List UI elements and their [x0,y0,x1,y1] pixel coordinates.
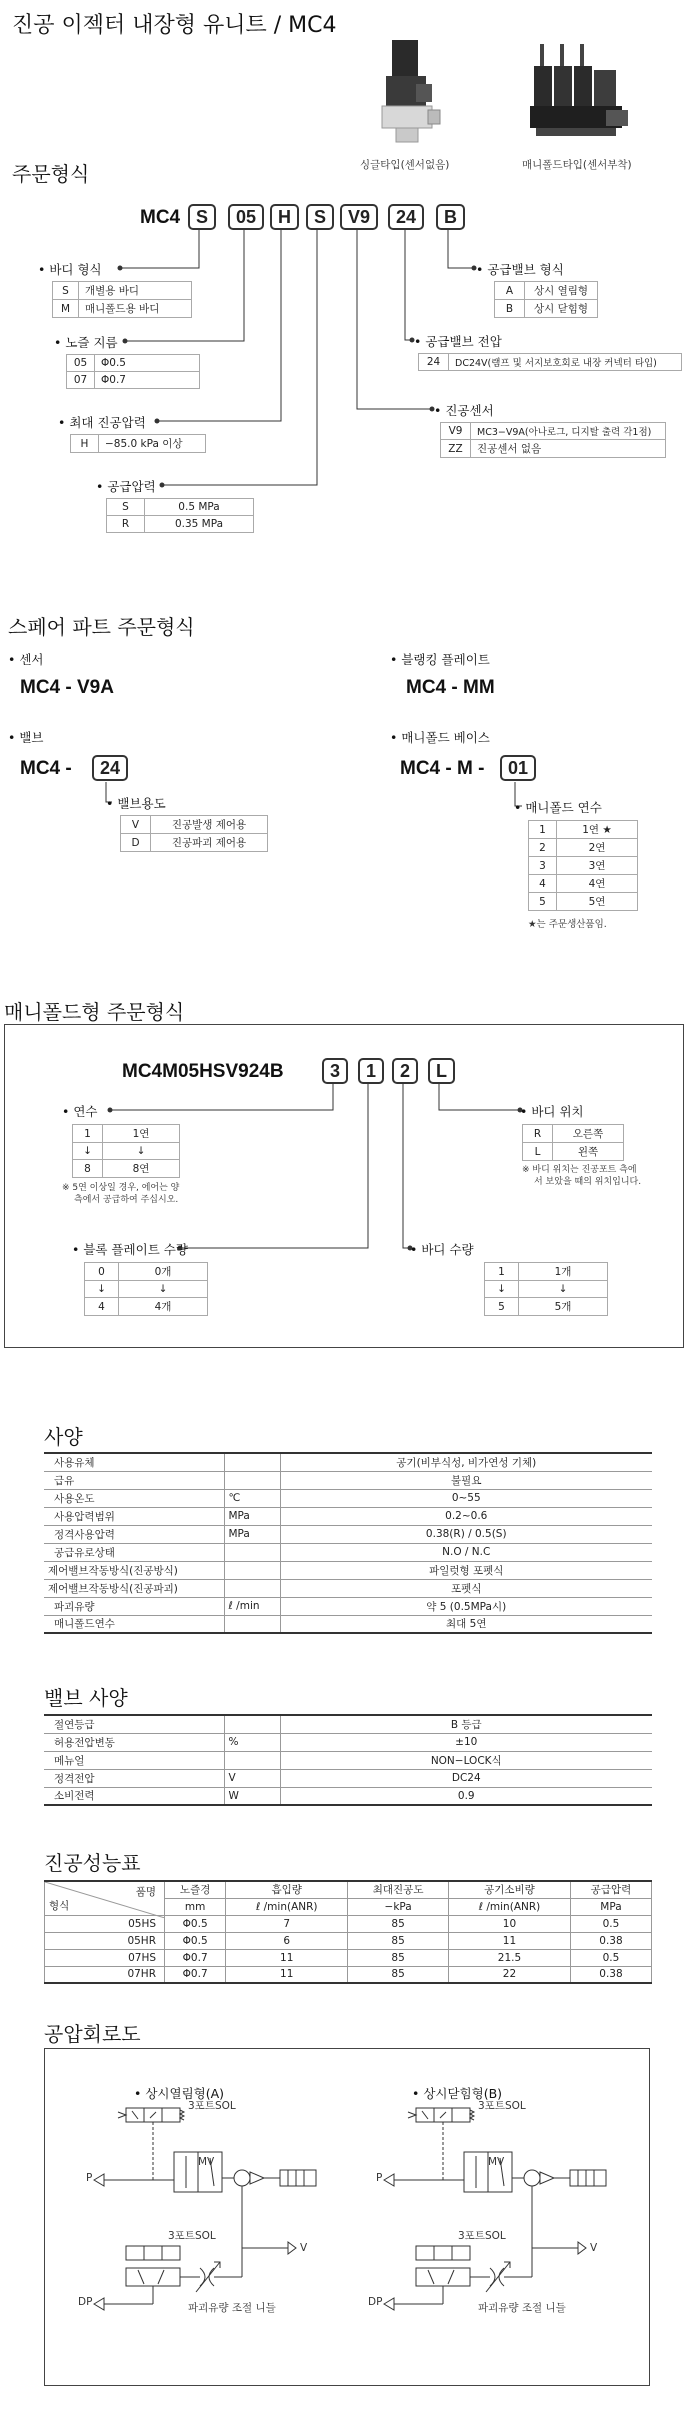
body-position-label: • 바디 위치 [520,1102,584,1120]
right-p: P [376,2172,383,2184]
spare-valve-box: 24 [92,755,128,781]
stations-note: ★는 주문생산품임. [528,919,607,930]
spare-sensor-code: MC4 - V9A [20,677,114,698]
perf-table: 품명 형식 노즐경 흡입량 최대진공도 공기소비량 공급압력 mm ℓ /min(ANR) −kPa ℓ /min(ANR) MPa 05HS Φ0.5 7 85 10 0.5 05HR Φ0.5 6 85 11 0.38 07HS Φ0.7 11 85 21.5 0.5 07HR Φ0.7 11 85 22 0.38 [44,1880,652,1984]
spec-heading: 사양 [44,1425,83,1449]
valve-spec-heading: 밸브 사양 [44,1686,128,1710]
max-vacuum-table: H −85.0 kPa 이상 [70,434,206,453]
valve-spec-row: 소비전력 W 0.9 [44,1787,652,1805]
valve-type-table: A 상시 열림형 B 상시 닫힘형 [494,281,598,318]
code-body: S [188,204,216,230]
single-type-caption: 싱글타입(센서없음) [360,159,450,171]
sensor-label: • 진공센서 [434,401,494,419]
code-supply: S [306,204,334,230]
left-sol-bottom: 3포트SOL [168,2230,216,2242]
spec-row: 급유 불필요 [44,1471,652,1489]
valve-voltage-table: 24 DC24V(램프 및 서지보호회로 내장 커넥터 타입) [418,353,682,371]
spec-row: 정격사용압력 MPa 0.38(R) / 0.5(S) [44,1525,652,1543]
left-sol-top: 3포트SOL [188,2100,236,2112]
perf-row: 07HR Φ0.7 11 85 22 0.38 [45,1966,652,1983]
blank-plate-table: 0 0개 ↓ ↓ 4 4개 [84,1262,208,1316]
circuit-right-title: • 상시닫힘형(B) [412,2084,502,2102]
spec-row: 사용유체 공기(비부식성, 비가연성 기체) [44,1453,652,1471]
manifold-code-stations: 3 [322,1058,348,1084]
perf-row: 05HS Φ0.5 7 85 10 0.5 [45,1915,652,1932]
valve-use-label: • 밸브용도 [106,794,166,812]
spec-row: 사용온도 ℃ 0~55 [44,1489,652,1507]
nozzle-label: • 노즐 지름 [54,333,118,351]
order-heading: 주문형식 [12,162,90,186]
valve-type-label: • 공급밸브 형식 [476,260,564,278]
body-type-table: S 개별용 바디 M 매니폴드용 바디 [52,281,192,318]
manifold-stations-label: • 연수 [62,1102,98,1120]
sensor-table: V9 MC3−V9A(아나로그, 디지탈 출력 각1점) ZZ 진공센서 없음 [440,422,666,458]
manifold-order-prefix: MC4M05HSV924B [122,1061,284,1082]
right-needle: 파괴유량 조절 니들 [478,2302,566,2314]
left-needle: 파괴유량 조절 니들 [188,2302,276,2314]
manifold-stations-note-2: 측에서 공급하여 주십시오. [74,1195,179,1205]
page-title: 진공 이젝터 내장형 유니트 / MC4 [12,13,337,38]
supply-pressure-table: S 0.5 MPa R 0.35 MPa [106,498,254,533]
spare-sensor-label: • 센서 [8,650,44,668]
perf-row: 07HS Φ0.7 11 85 21.5 0.5 [45,1949,652,1966]
code-vacuum: H [270,204,299,230]
code-voltage: 24 [388,204,424,230]
right-mv: MV [488,2156,505,2168]
code-nozzle: 05 [228,204,264,230]
nozzle-table: 05 Φ0.5 07 Φ0.7 [66,354,200,389]
valve-spec-row: 메뉴얼 NON−LOCK식 [44,1751,652,1769]
manifold-stations-table: 1 1연 ↓ ↓ 8 8연 [72,1124,180,1178]
spec-row: 파괴유량 ℓ /min 약 5 (0.5MPa시) [44,1597,652,1615]
valve-spec-row: 허용전압변동 % ±10 [44,1733,652,1751]
right-sol-bottom: 3포트SOL [458,2230,506,2242]
body-position-table: R 오른쪽 L 왼쪽 [522,1124,624,1161]
body-type-label: • 바디 형식 [38,260,102,278]
perf-corner-cell: 품명 형식 [45,1881,165,1915]
valve-spec-table [44,1714,652,1806]
code-valve-type: B [436,204,465,230]
left-mv: MV [198,2156,215,2168]
spec-row: 제어밸브작동방식(진공방식) 파일럿형 포펫식 [44,1561,652,1579]
spec-row: 사용압력범위 MPa 0.2~0.6 [44,1507,652,1525]
left-dp: DP [78,2296,93,2308]
circuit-left-title: • 상시열림형(A) [134,2084,224,2102]
manifold-code-blank: 1 [358,1058,384,1084]
order-prefix: MC4 [140,207,181,228]
spare-manifold-box: 01 [500,755,536,781]
right-v: V [590,2242,598,2254]
spare-blank-label: • 블랭킹 플레이트 [390,650,490,668]
spare-manifold-label: • 매니폴드 베이스 [390,728,490,746]
body-position-note-2: 서 보았을 때의 위치입니다. [534,1177,642,1187]
body-qty-table: 1 1개 ↓ ↓ 5 5개 [484,1262,608,1316]
blank-plate-label: • 블록 플레이트 수량 [72,1240,188,1258]
stations-label: • 매니폴드 연수 [514,798,602,816]
perf-row: 05HR Φ0.5 6 85 11 0.38 [45,1932,652,1949]
body-position-note-1: ※ 바디 위치는 진공포트 측에 [522,1165,637,1175]
left-v: V [300,2242,308,2254]
spec-row: 매니폴드연수 최대 5연 [44,1615,652,1633]
max-vacuum-label: • 최대 진공압력 [58,413,146,431]
stations-table: 1 1연 ★ 2 2연 3 3연 4 4연 5 5연 [528,820,638,911]
manifold-type-caption: 매니폴드타입(센서부착) [522,159,632,171]
right-sol-top: 3포트SOL [478,2100,526,2112]
manifold-stations-note-1: ※ 5연 이상일 경우, 에어는 양 [62,1183,180,1193]
code-sensor: V9 [340,204,378,230]
manifold-code-bodies: 2 [392,1058,418,1084]
spare-blank-code: MC4 - MM [406,677,495,698]
spare-manifold-code: MC4 - M - [400,758,485,779]
manifold-code-position: L [428,1058,455,1084]
right-dp: DP [368,2296,383,2308]
valve-use-table: V 진공발생 제어용 D 진공파괴 제어용 [120,815,268,852]
left-p: P [86,2172,93,2184]
body-qty-label: • 바디 수량 [410,1240,474,1258]
spec-table [44,1452,652,1634]
order-leader-lines [0,0,700,540]
valve-spec-row: 절연등급 B 등급 [44,1715,652,1733]
manifold-order-heading: 매니폴드형 주문형식 [4,1000,185,1024]
spare-heading: 스페어 파트 주문형식 [8,615,195,639]
valve-spec-row: 정격전압 V DC24 [44,1769,652,1787]
supply-pressure-label: • 공급압력 [96,477,156,495]
spare-valve-code: MC4 - [20,758,72,779]
circuit-heading: 공압회로도 [44,2022,141,2046]
spec-row: 공급유로상태 N.O / N.C [44,1543,652,1561]
spec-row: 제어밸브작동방식(진공파괴) 포펫식 [44,1579,652,1597]
perf-heading: 진공성능표 [44,1851,141,1875]
spare-valve-label: • 밸브 [8,728,44,746]
valve-voltage-label: • 공급밸브 전압 [414,332,502,350]
